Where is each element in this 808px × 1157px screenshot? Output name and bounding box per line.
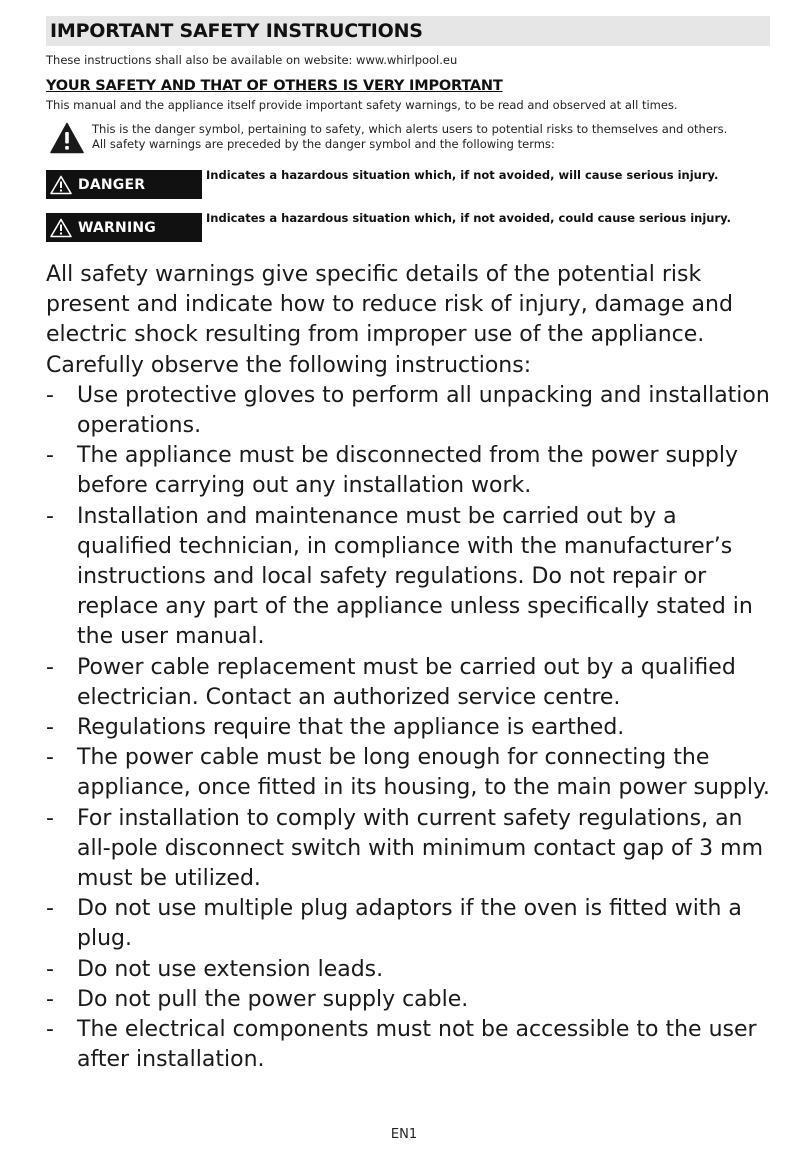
list-dash: - [46, 443, 54, 469]
intro-note: This manual and the appliance itself provide important safety warnings, to be read and observed at all times. [46, 98, 678, 112]
list-item [46, 985, 770, 1015]
term-label-text: WARNING [78, 219, 156, 236]
list-dash: - [46, 986, 54, 1012]
term-label-text: DANGER [78, 176, 146, 193]
list-item-text: Do not use multiple plug adaptors if the oven is fitted with a plug. [77, 896, 742, 952]
manual-page [46, 16, 770, 1075]
term-description-warning: Indicates a hazardous situation which, if not avoided, could cause serious injury. [206, 211, 731, 225]
title-bar [46, 16, 770, 46]
list-item-text: The power cable must be long enough for connecting the appliance, once fitted in its housing, to the main power supply. [77, 745, 770, 801]
list-dash: - [46, 382, 54, 408]
list-item [46, 955, 770, 985]
page-number: EN1 [390, 1127, 418, 1142]
instructions-body [46, 260, 770, 1075]
danger-symbol-description [92, 122, 727, 152]
symbol-line-2: All safety warnings are preceded by the danger symbol and the following terms: [92, 137, 555, 151]
warning-triangle-icon [50, 122, 84, 154]
term-warning [46, 213, 770, 242]
list-item-text: The electrical components must not be accessible to the user after installation. [77, 1017, 757, 1073]
term-description-danger: Indicates a hazardous situation which, if not avoided, will cause serious injury. [206, 168, 719, 182]
symbol-line-1: This is the danger symbol, pertaining to safety, which alerts users to potential risks to themselves and others. [92, 122, 728, 136]
list-item-text: Installation and maintenance must be carried out by a qualified technician, in compliance with the manufacturer’s instructions and local safety regulations. Do not repair or replace any part of the appliance unless specifically stated in the user manual. [77, 503, 753, 650]
list-dash: - [46, 805, 54, 831]
list-item-text: Use protective gloves to perform all unpacking and installation operations. [77, 382, 770, 439]
list-item-text: Regulations require that the appliance is earthed. [77, 715, 625, 741]
term-label-danger [46, 170, 202, 199]
list-dash: - [46, 503, 54, 529]
list-dash: - [46, 745, 54, 771]
instructions-list [46, 381, 770, 1076]
list-item-text: The appliance must be disconnected from the power supply before carrying out any installation work. [77, 443, 739, 499]
list-item [46, 441, 770, 501]
list-item [46, 502, 770, 653]
page-title: IMPORTANT SAFETY INSTRUCTIONS [50, 20, 423, 42]
instructions-lead: All safety warnings give specific details of the potential risk present and indicate how to reduce risk of injury, damage and electric shock resulting from improper use of the appliance. Carefully observe the following instructions: [46, 262, 733, 378]
list-dash: - [46, 654, 54, 680]
list-dash: - [46, 1017, 54, 1043]
list-item [46, 1015, 770, 1075]
warning-triangle-icon [50, 218, 72, 238]
list-item [46, 381, 770, 441]
list-item-text: Power cable replacement must be carried out by a qualified electrician. Contact an authorized service centre. [77, 654, 736, 710]
list-item [46, 653, 770, 713]
list-item [46, 713, 770, 743]
list-item [46, 894, 770, 954]
list-item-text: Do not pull the power supply cable. [77, 986, 469, 1012]
term-label-warning [46, 213, 202, 242]
list-dash: - [46, 715, 54, 741]
warning-triangle-icon [50, 175, 72, 195]
list-dash: - [46, 956, 54, 982]
list-item [46, 804, 770, 895]
list-item-text: For installation to comply with current safety regulations, an all-pole disconnect switch with minimum contact gap of 3 mm must be utilized. [77, 805, 764, 892]
list-item [46, 743, 770, 803]
danger-symbol-row [46, 122, 770, 154]
website-note: These instructions shall also be available on website: www.whirlpool.eu [46, 53, 458, 67]
safety-heading: YOUR SAFETY AND THAT OF OTHERS IS VERY IMPORTANT [46, 78, 503, 94]
term-danger [46, 170, 770, 199]
list-dash: - [46, 896, 54, 922]
list-item-text: Do not use extension leads. [77, 956, 384, 982]
